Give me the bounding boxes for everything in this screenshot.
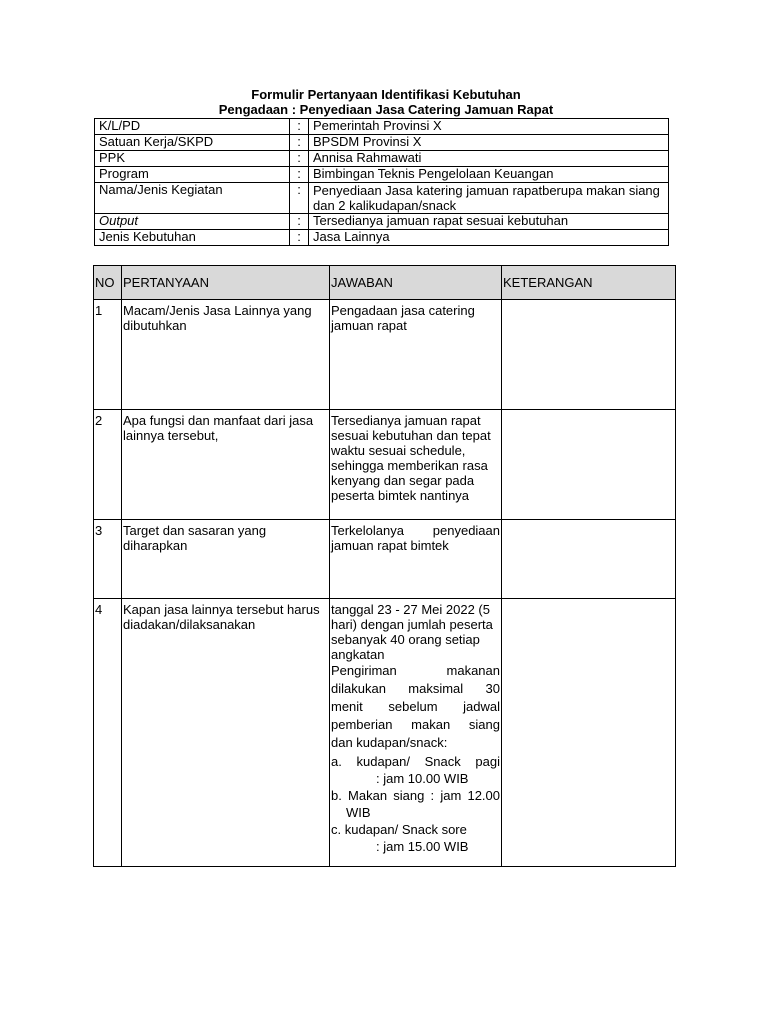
info-label: Nama/Jenis Kegiatan (95, 183, 290, 214)
schedule-list (331, 753, 500, 855)
qa-table (93, 265, 676, 867)
table-row (94, 300, 676, 410)
row-note (502, 300, 676, 410)
question-line: diadakan/dilaksanakan (123, 617, 256, 632)
schedule-item: b. Makan siang : jam 12.00 (331, 788, 500, 803)
schedule-item: c. kudapan/ Snack sore (331, 822, 467, 837)
schedule-time: WIB (346, 805, 371, 820)
table-row (94, 599, 676, 867)
info-label: Satuan Kerja/SKPD (95, 135, 290, 151)
row-question: Macam/Jenis Jasa Lainnya yang dibutuhkan (122, 300, 330, 410)
answer-line: dan kudapan/snack: (331, 735, 448, 750)
qa-header-row (94, 266, 676, 300)
answer-line: jamuan rapat bimtek (331, 538, 449, 553)
info-colon: : (290, 151, 309, 167)
info-value: Pemerintah Provinsi X (309, 119, 669, 135)
answer-line: Pengiriman makanan (331, 663, 500, 678)
info-row-klpd (95, 119, 669, 135)
schedule-time: : jam 10.00 WIB (376, 771, 469, 786)
info-value: Tersedianya jamuan rapat sesuai kebutuhan (309, 214, 669, 230)
info-row-jenis-kebutuhan (95, 230, 669, 246)
form-title: Formulir Pertanyaan Identifikasi Kebutuhan (251, 87, 521, 102)
info-value: Jasa Lainnya (309, 230, 669, 246)
header-no: NO (94, 266, 122, 300)
row-no: 4 (94, 599, 122, 867)
table-row (94, 410, 676, 520)
info-label: Program (95, 167, 290, 183)
info-colon: : (290, 167, 309, 183)
info-colon: : (290, 214, 309, 230)
info-row-ppk (95, 151, 669, 167)
info-row-program (95, 167, 669, 183)
info-colon: : (290, 119, 309, 135)
info-value: Bimbingan Teknis Pengelolaan Keuangan (309, 167, 669, 183)
answer-line: menit sebelum jadwal (331, 699, 500, 714)
row-no: 2 (94, 410, 122, 520)
header-answer: JAWABAN (330, 266, 502, 300)
answer-delivery (331, 662, 500, 752)
info-colon: : (290, 135, 309, 151)
row-note (502, 410, 676, 520)
header-note: KETERANGAN (502, 266, 676, 300)
row-answer: Pengadaan jasa catering jamuan rapat (330, 300, 502, 410)
question-line: Kapan jasa lainnya tersebut harus (123, 602, 320, 617)
info-row-satuan-kerja (95, 135, 669, 151)
answer-line: dilakukan maksimal 30 (331, 681, 500, 696)
schedule-time: : jam 15.00 WIB (376, 839, 469, 854)
info-value: Annisa Rahmawati (309, 151, 669, 167)
info-label: Jenis Kebutuhan (95, 230, 290, 246)
row-no: 1 (94, 300, 122, 410)
info-value: BPSDM Provinsi X (309, 135, 669, 151)
info-value: Penyediaan Jasa katering jamuan rapatberupa makan siang dan 2 kalikudapan/snack (309, 183, 669, 214)
schedule-item: a. kudapan/ Snack pagi (331, 754, 500, 769)
row-question: Apa fungsi dan manfaat dari jasa lainnya tersebut, (122, 410, 330, 520)
info-table (94, 118, 669, 246)
info-colon: : (290, 183, 309, 214)
row-answer (330, 599, 502, 867)
row-answer (330, 520, 502, 599)
row-answer: Tersedianya jamuan rapat sesuai kebutuhan dan tepat waktu sesuai schedule, sehingga memberikan rasa kenyang dan segar pada peserta bimtek nantinya (330, 410, 502, 520)
info-row-kegiatan (95, 183, 669, 214)
row-no: 3 (94, 520, 122, 599)
answer-line: pemberian makan siang (331, 717, 500, 732)
answer-intro: tanggal 23 - 27 Mei 2022 (5 hari) dengan jumlah peserta sebanyak 40 orang setiap angkatan (331, 602, 493, 662)
header-question: PERTANYAAN (122, 266, 330, 300)
info-label: PPK (95, 151, 290, 167)
info-colon: : (290, 230, 309, 246)
form-subtitle: Pengadaan : Penyediaan Jasa Catering Jamuan Rapat (218, 102, 554, 117)
row-question (122, 599, 330, 867)
info-row-output (95, 214, 669, 230)
row-note (502, 520, 676, 599)
row-question: Target dan sasaran yang diharapkan (122, 520, 330, 599)
table-row (94, 520, 676, 599)
row-note (502, 599, 676, 867)
answer-line: Terkelolanya penyediaan (331, 523, 500, 538)
info-label: K/L/PD (95, 119, 290, 135)
info-label: Output (95, 214, 290, 230)
